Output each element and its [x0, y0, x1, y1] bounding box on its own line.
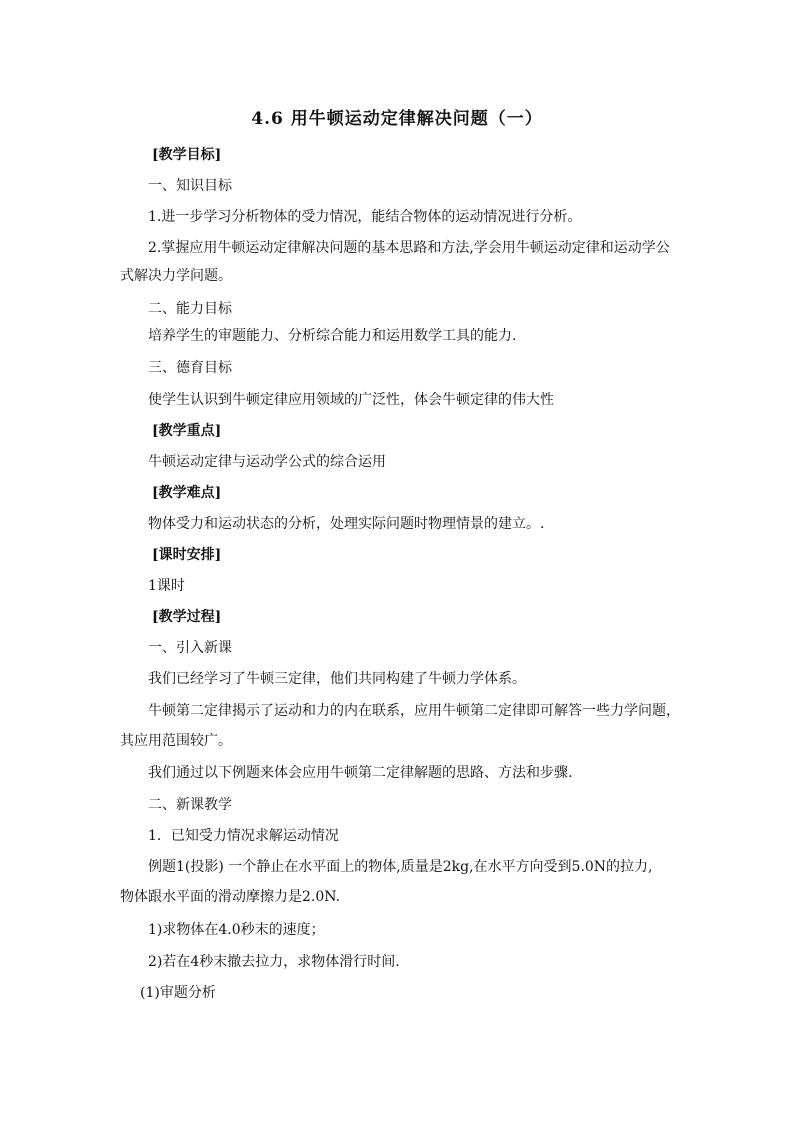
section-heading-schedule: [课时安排] [152, 547, 222, 563]
question-item: 1)求物体在4.0秒末的速度； [148, 922, 325, 938]
section-heading-objectives: [教学目标] [152, 147, 222, 163]
paragraph: 使学生认识到牛顿定律应用领域的广泛性，体会牛顿定律的伟大性 [148, 392, 554, 408]
paragraph: 我们通过以下例题来体会应用牛顿第二定律解题的思路、方法和步骤. [148, 765, 573, 781]
analysis-heading: (1)审题分析 [140, 985, 216, 1001]
example-text-continuation: 物体跟水平面的滑动摩擦力是2.0N. [120, 889, 341, 905]
paragraph: 牛顿运动定律与运动学公式的综合运用 [148, 454, 386, 470]
paragraph: 2.掌握应用牛顿运动定律解决问题的基本思路和方法,学会用牛顿运动定律和运动学公 [148, 240, 670, 256]
paragraph: 物体受力和运动状态的分析，处理实际问题时物理情景的建立。. [148, 516, 545, 532]
question-item: 2)若在4秒末撤去拉力，求物体滑行时间. [148, 954, 400, 970]
paragraph: 牛顿第二定律揭示了运动和力的内在联系，应用牛顿第二定律即可解答一些力学问题， [148, 703, 680, 719]
subheading-ability: 二、能力目标 [148, 301, 232, 317]
subheading-new-lesson: 二、新课教学 [148, 797, 232, 813]
example-text: 例题1(投影) 一个静止在水平面上的物体,质量是2kg,在水平方向受到5.0N的拉力, [148, 859, 653, 875]
section-heading-process: [教学过程] [152, 609, 222, 625]
section-heading-key-points: [教学重点] [152, 423, 222, 439]
section-heading-difficulties: [教学难点] [152, 485, 222, 501]
document-title: 4.6 用牛顿运动定律解决问题（一） [251, 109, 543, 129]
subheading-intro: 一、引入新课 [148, 640, 232, 656]
paragraph-continuation: 式解决力学问题。 [120, 268, 232, 284]
paragraph: 我们已经学习了牛顿三定律，他们共同构建了牛顿力学体系。 [148, 671, 526, 687]
paragraph-continuation: 其应用范围较广。 [120, 733, 232, 749]
numbered-heading: 1．已知受力情况求解运动情况 [148, 828, 339, 844]
paragraph: 1.进一步学习分析物体的受力情况，能结合物体的运动情况进行分析。 [148, 209, 582, 225]
subheading-moral: 三、德育目标 [148, 360, 232, 376]
paragraph: 1课时 [148, 578, 185, 594]
subheading-knowledge: 一、知识目标 [148, 178, 232, 194]
paragraph: 培养学生的审题能力、分析综合能力和运用数学工具的能力. [148, 328, 517, 344]
